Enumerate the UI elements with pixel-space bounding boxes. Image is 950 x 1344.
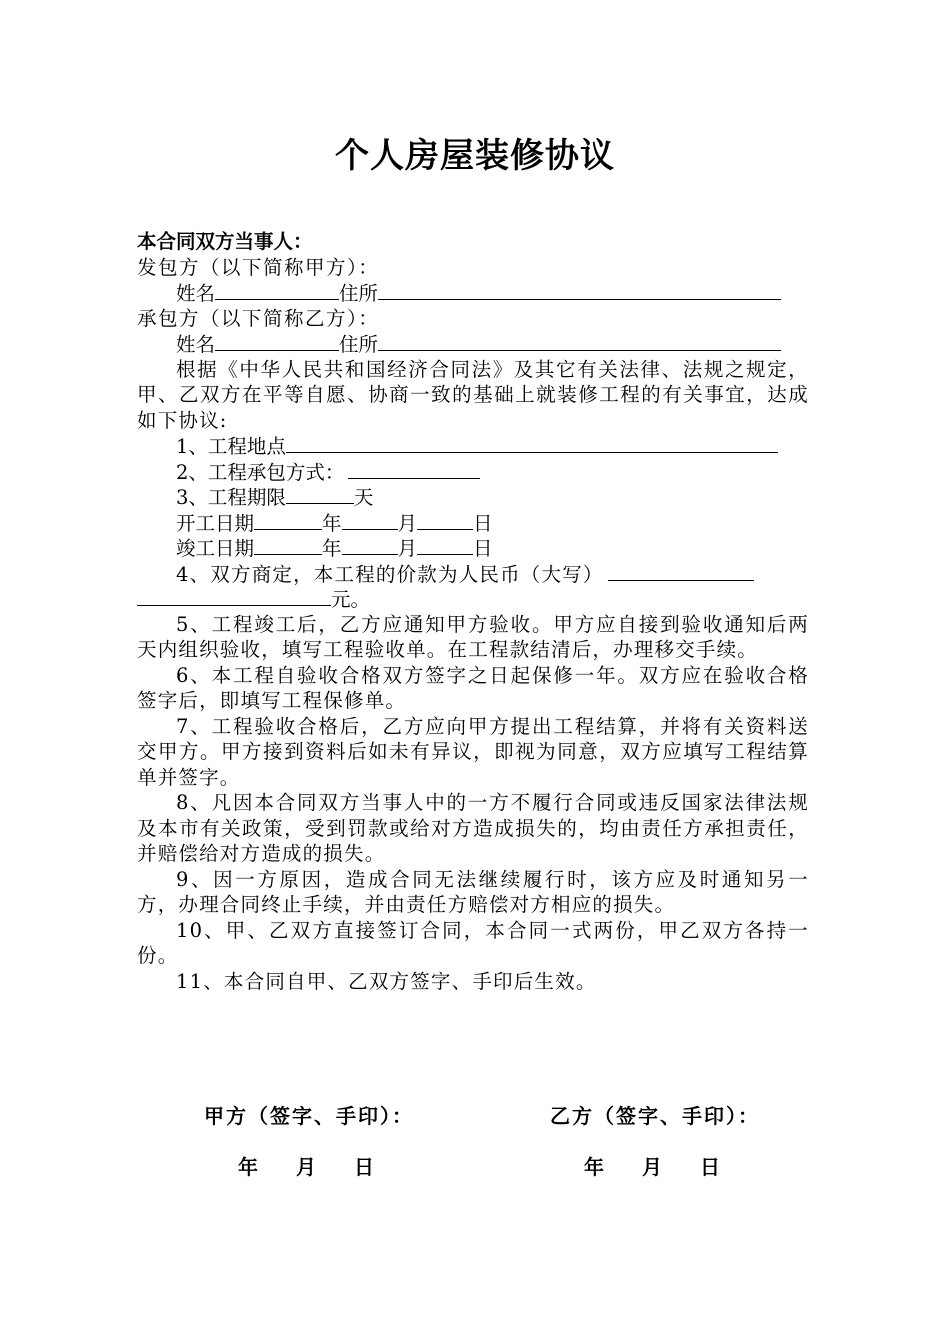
end-date-line bbox=[137, 535, 809, 561]
party-a-date-day: 日 bbox=[354, 1155, 374, 1179]
party-b-label: 承包方（以下简称乙方）： bbox=[137, 306, 380, 330]
item-5-paragraph: 5、工程竣工后，乙方应通知甲方验收。甲方应自接到验收通知后两天内组织验收，填写工程验收单。在工程款结清后，办理移交手续。 bbox=[137, 612, 809, 661]
item-2-label: 2、工程承包方式： bbox=[176, 460, 345, 484]
party-a-name-label: 姓名 bbox=[176, 282, 216, 305]
party-a-info-line bbox=[137, 280, 809, 306]
item-10-paragraph: 10、甲、乙双方直接签订合同，本合同一式两份，甲乙双方各持一份。 bbox=[137, 918, 809, 967]
party-b-name-label: 姓名 bbox=[176, 333, 216, 356]
preamble-paragraph: 根据《中华人民共和国经济合同法》及其它有关法律、法规之规定，甲、乙双方在平等自愿、协商一致的基础上就装修工程的有关事宜，达成如下协议: bbox=[137, 357, 809, 432]
item-9-paragraph: 9、因一方原因，造成合同无法继续履行时，该方应及时通知另一方，办理合同终止手续，并由责任方赔偿对方相应的损失。 bbox=[137, 867, 809, 916]
end-year-blank bbox=[254, 535, 322, 555]
party-b-address-blank bbox=[378, 331, 781, 351]
end-year-label: 年 bbox=[322, 537, 342, 560]
party-a-date-month: 月 bbox=[296, 1155, 316, 1179]
item-4-amount-blank bbox=[608, 561, 754, 581]
item-2-blank bbox=[348, 459, 480, 479]
start-month-blank bbox=[342, 510, 398, 530]
item-4-unit: 元。 bbox=[331, 588, 371, 611]
start-month-label: 月 bbox=[397, 511, 418, 535]
party-b-signature-label: 乙方（签字、手印）： bbox=[550, 1104, 760, 1128]
item-3-unit: 天 bbox=[353, 486, 374, 509]
end-day-blank bbox=[417, 535, 473, 555]
item-2-line bbox=[137, 459, 809, 485]
start-day-blank bbox=[417, 510, 473, 530]
party-a-address-blank bbox=[378, 280, 781, 300]
item-8-paragraph: 8、凡因本合同双方当事人中的一方不履行合同或违反国家法律法规及本市有关政策，受到罚款或给对方造成损失的，均由责任方承担责任，并赔偿给对方造成的损失。 bbox=[137, 791, 809, 865]
party-a-label: 发包方（以下简称甲方）： bbox=[137, 255, 380, 279]
party-b-name-blank bbox=[215, 331, 339, 351]
item-1-line bbox=[137, 433, 809, 459]
item-11-paragraph: 11、本合同自甲、乙双方签字、手印后生效。 bbox=[176, 969, 597, 993]
end-day-label: 日 bbox=[473, 537, 493, 560]
item-3-blank bbox=[286, 484, 354, 504]
start-date-line bbox=[137, 510, 809, 536]
party-b-date-day: 日 bbox=[700, 1155, 720, 1179]
start-year-label: 年 bbox=[322, 511, 342, 535]
party-a-date-year: 年 bbox=[238, 1155, 258, 1179]
party-a-signature-label: 甲方（签字、手印）： bbox=[204, 1104, 414, 1128]
party-b-date-year: 年 bbox=[584, 1155, 604, 1179]
end-month-blank bbox=[342, 535, 398, 555]
item-3-line bbox=[137, 484, 809, 510]
item-1-label: 1、工程地点 bbox=[176, 435, 286, 458]
item-4-line bbox=[137, 561, 809, 587]
party-b-address-label: 住所 bbox=[339, 333, 379, 356]
item-6-paragraph: 6、本工程自验收合格双方签字之日起保修一年。双方应在验收合格签字后，即填写工程保修单。 bbox=[137, 663, 809, 712]
start-year-blank bbox=[254, 510, 322, 530]
party-b-signature-date bbox=[584, 1151, 720, 1180]
document-title: 个人房屋装修协议 bbox=[335, 136, 615, 176]
item-4-amount-blank-2 bbox=[137, 586, 331, 606]
start-date-label: 开工日期 bbox=[176, 511, 255, 535]
item-4-text: 4、双方商定，本工程的价款为人民币（大写） bbox=[176, 562, 604, 586]
contract-body bbox=[137, 229, 809, 994]
item-1-blank bbox=[286, 433, 778, 453]
party-a-name-blank bbox=[215, 280, 339, 300]
end-date-label: 竣工日期 bbox=[176, 537, 255, 560]
item-4-continuation bbox=[137, 586, 809, 612]
party-a-address-label: 住所 bbox=[339, 282, 379, 305]
start-day-label: 日 bbox=[473, 511, 493, 535]
end-month-label: 月 bbox=[397, 537, 418, 560]
item-7-paragraph: 7、工程验收合格后，乙方应向甲方提出工程结算，并将有关资料送交甲方。甲方接到资料后如未有异议，即视为同意，双方应填写工程结算单并签字。 bbox=[137, 714, 809, 789]
party-b-date-month: 月 bbox=[642, 1155, 662, 1179]
party-b-info-line bbox=[137, 331, 809, 357]
party-a-signature-date bbox=[238, 1151, 374, 1180]
parties-heading: 本合同双方当事人： bbox=[137, 230, 313, 253]
item-3-label: 3、工程期限 bbox=[176, 486, 286, 509]
